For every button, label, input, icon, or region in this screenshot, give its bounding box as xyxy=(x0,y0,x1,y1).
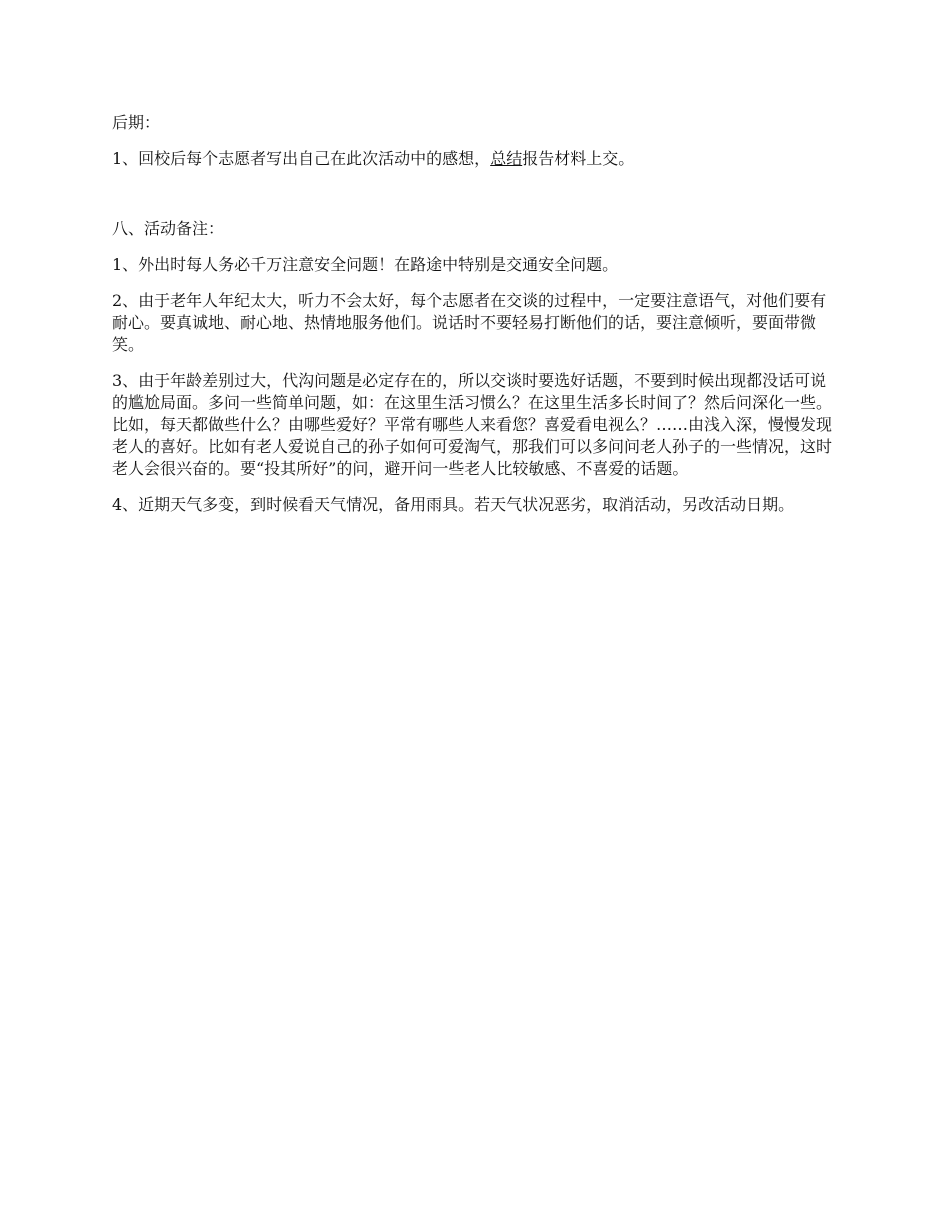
section-eight-heading: 八、活动备注： xyxy=(112,219,225,238)
later-item-1-text-pre: 1、回校后每个志愿者写出自己在此次活动中的感想， xyxy=(112,149,491,168)
note-item-3: 3、由于年龄差别过大，代沟问题是必定存在的，所以交谈时要选好话题，不要到时候出现都没话可说的尴尬局面。多问一些简单问题，如：在这里生活习惯么？在这里生活多长时间了？然后问深化一些。比如，每天都做些什么？由哪些爱好？平常有哪些人来看您？喜爱看电视么？……由浅入深，慢慢发现老人的喜好。比如有老人爱说自己的孙子如何可爱淘气，那我们可以多问问老人孙子的一些情况，这时老人会很兴奋的。要“投其所好”的问，避开问一些老人比较敏感、不喜爱的话题。 xyxy=(112,371,833,478)
note-item-1: 1、外出时每人务必千万注意安全问题！在路途中特别是交通安全问题。 xyxy=(112,255,619,274)
note-item-2: 2、由于老年人年纪太大，听力不会太好，每个志愿者在交谈的过程中，一定要注意语气，对他们要有耐心。要真诚地、耐心地、热情地服务他们。说话时不要轻易打断他们的话，要注意倾听，要面带微笑。 xyxy=(112,291,827,354)
document-page xyxy=(112,112,842,516)
later-item-1 xyxy=(112,148,842,170)
later-heading: 后期： xyxy=(112,113,161,132)
later-item-1-text-post: 报告材料上交。 xyxy=(522,149,635,168)
note-item-4: 4、近期天气多变，到时候看天气情况，备用雨具。若天气状况恶劣，取消活动，另改活动日期。 xyxy=(112,495,795,514)
summary-link[interactable]: 总结 xyxy=(490,149,523,168)
